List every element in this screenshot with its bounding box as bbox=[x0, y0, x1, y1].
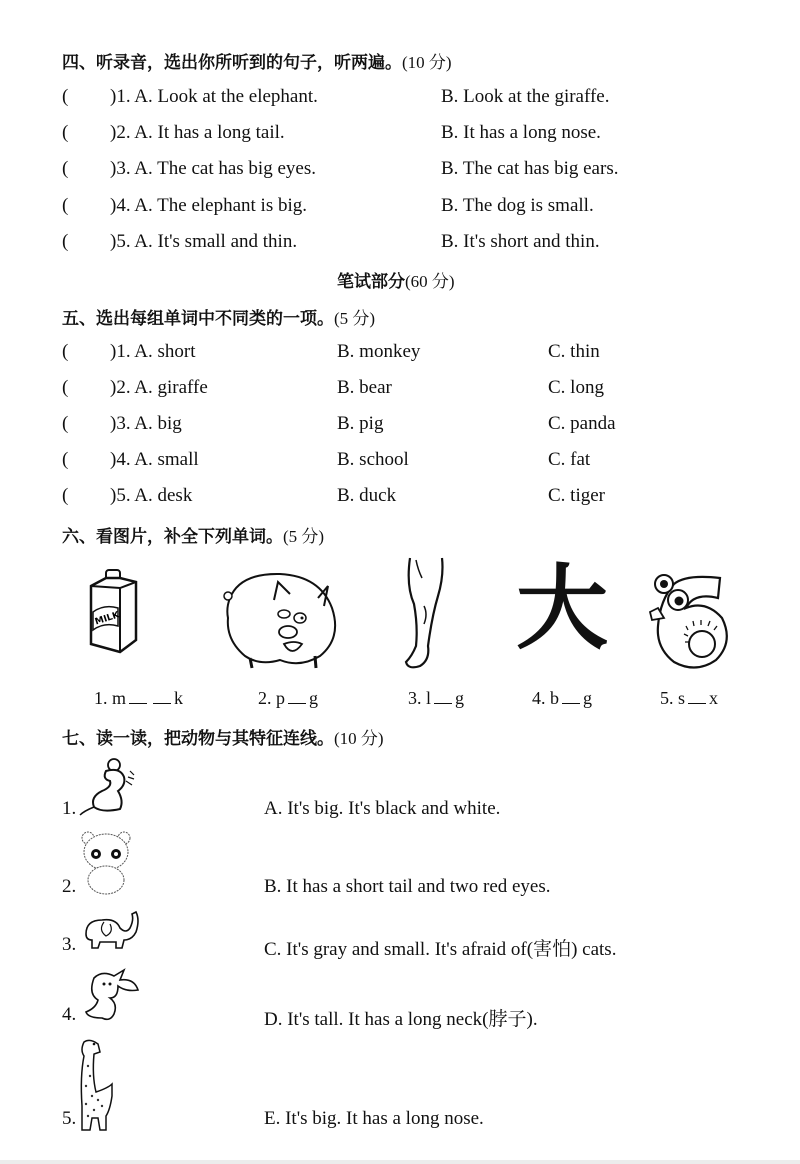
option-a: A. It has a long tail. bbox=[134, 122, 285, 143]
section-title: 五、选出每组单词中不同类的一项。 bbox=[62, 309, 334, 329]
milk-label: MILK bbox=[93, 610, 121, 628]
section-points: (5 分) bbox=[283, 527, 325, 546]
word-fill-4 bbox=[532, 688, 592, 709]
word-option-a bbox=[110, 485, 192, 507]
description-d[interactable]: D. It's tall. It has a long neck(脖子). bbox=[264, 1009, 538, 1030]
answer-paren[interactable]: ( bbox=[62, 195, 69, 216]
blank-input[interactable] bbox=[129, 689, 147, 704]
word-option-c: C. fat bbox=[548, 449, 591, 470]
blank-input[interactable] bbox=[288, 689, 306, 704]
question-number: )1. bbox=[110, 86, 131, 107]
animal-number: 4. bbox=[62, 1004, 77, 1025]
question-number: )4. bbox=[110, 195, 131, 216]
option-a: A. Look at the elephant. bbox=[134, 86, 318, 107]
blank-input[interactable] bbox=[153, 689, 171, 704]
question-option-b: B. It has a long nose. bbox=[441, 122, 601, 143]
word-prefix: 2. p bbox=[258, 688, 285, 708]
animal-number: 3. bbox=[62, 934, 77, 955]
question-option-a bbox=[110, 86, 318, 108]
animal-number: 5. bbox=[62, 1108, 77, 1129]
option-a: A. giraffe bbox=[134, 377, 208, 398]
section-points: (5 分) bbox=[334, 309, 376, 328]
question-number: )1. bbox=[110, 341, 131, 362]
option-a: A. The cat has big eyes. bbox=[134, 158, 316, 179]
answer-paren[interactable]: ( bbox=[62, 122, 69, 143]
section-title: 四、听录音，选出你所听到的句子，听两遍。 bbox=[62, 53, 402, 73]
section-5-heading bbox=[62, 304, 375, 329]
word-prefix: 4. b bbox=[532, 688, 559, 708]
pig-image bbox=[220, 568, 345, 673]
question-option-a bbox=[110, 158, 316, 180]
word-suffix: g bbox=[455, 688, 465, 708]
answer-paren[interactable]: ( bbox=[62, 231, 69, 252]
mouse-image bbox=[76, 757, 142, 817]
description-e[interactable]: E. It's big. It has a long nose. bbox=[264, 1108, 484, 1129]
question-option-a bbox=[110, 231, 297, 253]
word-option-c: C. tiger bbox=[548, 485, 605, 506]
word-fill-5 bbox=[660, 688, 718, 709]
question-option-b: B. It's short and thin. bbox=[441, 231, 600, 252]
word-suffix: x bbox=[709, 688, 719, 708]
answer-paren[interactable]: ( bbox=[62, 449, 69, 470]
word-suffix: k bbox=[174, 688, 184, 708]
description-b[interactable]: B. It has a short tail and two red eyes. bbox=[264, 876, 551, 897]
written-part-title bbox=[337, 267, 455, 292]
blank-input[interactable] bbox=[688, 689, 706, 704]
section-7-heading bbox=[62, 724, 384, 749]
word-suffix: g bbox=[309, 688, 318, 708]
section-title: 七、读一读，把动物与其特征连线。 bbox=[62, 729, 334, 749]
word-option-c: C. panda bbox=[548, 413, 616, 434]
section-points: (10 分) bbox=[402, 53, 452, 72]
question-number: )4. bbox=[110, 449, 131, 470]
word-prefix: 1. m bbox=[94, 688, 127, 708]
word-option-b: B. bear bbox=[337, 377, 392, 398]
blank-input[interactable] bbox=[434, 689, 452, 704]
word-prefix: 5. s bbox=[660, 688, 686, 708]
leg-image bbox=[402, 556, 448, 672]
question-number: )5. bbox=[110, 485, 131, 506]
option-a: A. The elephant is big. bbox=[134, 195, 308, 216]
option-a: A. short bbox=[134, 341, 196, 362]
section-points: (10 分) bbox=[334, 729, 384, 748]
word-suffix: g bbox=[583, 688, 592, 708]
question-option-b: B. Look at the giraffe. bbox=[441, 86, 610, 107]
option-a: A. desk bbox=[134, 485, 193, 506]
word-option-c: C. long bbox=[548, 377, 604, 398]
word-option-b: B. school bbox=[337, 449, 409, 470]
description-a[interactable]: A. It's big. It's black and white. bbox=[264, 798, 501, 819]
written-part-label: 笔试部分 bbox=[337, 272, 405, 292]
word-fill-2 bbox=[258, 688, 318, 709]
panda-image bbox=[78, 830, 136, 896]
rabbit-image bbox=[80, 968, 140, 1026]
answer-paren[interactable]: ( bbox=[62, 341, 69, 362]
page-bottom-edge bbox=[0, 1160, 800, 1164]
section-4-heading bbox=[62, 48, 452, 73]
milk-carton-image bbox=[86, 568, 142, 656]
chinese-character-big-image: 大 bbox=[516, 554, 609, 662]
giraffe-image bbox=[76, 1036, 118, 1132]
blank-input[interactable] bbox=[562, 689, 580, 704]
word-option-b: B. monkey bbox=[337, 341, 421, 362]
section-title: 六、看图片，补全下列单词。 bbox=[62, 527, 283, 547]
word-option-a bbox=[110, 413, 182, 435]
word-option-b: B. duck bbox=[337, 485, 397, 506]
word-option-a bbox=[110, 341, 196, 363]
question-option-a bbox=[110, 195, 307, 217]
answer-paren[interactable]: ( bbox=[62, 485, 69, 506]
elephant-image bbox=[80, 910, 142, 952]
written-part-points: (60 分) bbox=[405, 272, 455, 291]
word-fill-1 bbox=[94, 688, 183, 709]
word-fill-3 bbox=[408, 688, 464, 709]
question-number: )2. bbox=[110, 377, 131, 398]
option-a: A. small bbox=[134, 449, 199, 470]
option-a: A. big bbox=[134, 413, 182, 434]
answer-paren[interactable]: ( bbox=[62, 158, 69, 179]
option-a: A. It's small and thin. bbox=[134, 231, 298, 252]
section-6-heading bbox=[62, 522, 324, 547]
word-option-a bbox=[110, 377, 208, 399]
question-option-b: B. The dog is small. bbox=[441, 195, 594, 216]
question-number: )3. bbox=[110, 158, 131, 179]
answer-paren[interactable]: ( bbox=[62, 86, 69, 107]
number-six-bird-image bbox=[646, 570, 732, 670]
answer-paren[interactable]: ( bbox=[62, 413, 69, 434]
question-option-a bbox=[110, 122, 285, 144]
word-option-c: C. thin bbox=[548, 341, 600, 362]
animal-number: 2. bbox=[62, 876, 77, 897]
question-number: )2. bbox=[110, 122, 131, 143]
word-option-a bbox=[110, 449, 199, 471]
description-c[interactable]: C. It's gray and small. It's afraid of(害怕) cats. bbox=[264, 939, 617, 960]
question-number: )5. bbox=[110, 231, 131, 252]
word-prefix: 3. l bbox=[408, 688, 432, 708]
word-option-b: B. pig bbox=[337, 413, 384, 434]
question-number: )3. bbox=[110, 413, 131, 434]
question-option-b: B. The cat has big ears. bbox=[441, 158, 619, 179]
answer-paren[interactable]: ( bbox=[62, 377, 69, 398]
animal-number: 1. bbox=[62, 798, 77, 819]
